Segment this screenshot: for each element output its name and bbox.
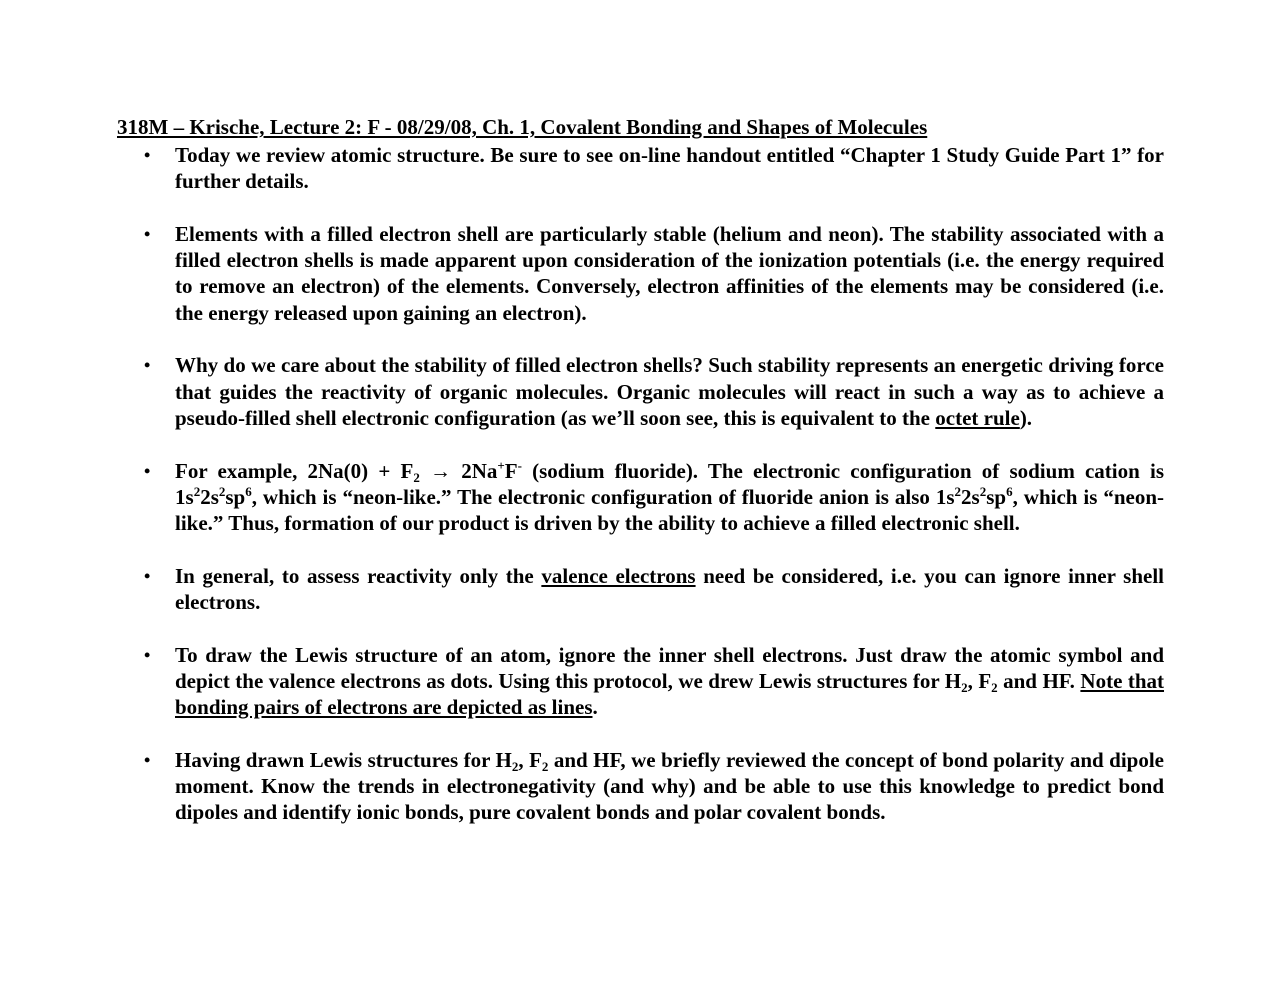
bullet-text-end: ). — [1019, 405, 1033, 430]
bullet-item-bond-polarity — [117, 747, 1164, 826]
octet-rule-term: octet rule — [935, 405, 1020, 430]
superscript: 6 — [1006, 483, 1013, 499]
bullet-text: , F — [518, 747, 542, 772]
bullet-text-end: and HF, we briefly reviewed the concept of bond polarity and dipole moment. Know the trends in electronegativity (and why) and be able to use this knowledge to predict bond dipoles and identify ionic bonds, pure covalent bonds and polar covalent bonds. — [175, 747, 1165, 825]
configuration-term: 2s — [961, 484, 980, 509]
superscript: 2 — [218, 483, 226, 499]
superscript: 6 — [245, 483, 252, 499]
page-title: 318M – Krische, Lecture 2: F - 08/29/08, Ch. 1, Covalent Bonding and Shapes of Molecules — [117, 115, 928, 139]
bullet-icon: • — [144, 355, 151, 376]
superscript: 2 — [954, 483, 962, 499]
bullet-text: Why do we care about the stability of filled electron shells? Such stability represents an energetic driving force that guides the reactivity of organic molecules. Organic molecules will react in such a way as to achieve a pseudo-filled shell electronic configuration (as we’ll soon see, this is equivalent to the — [175, 353, 1164, 430]
bullet-text: Today we review atomic structure. Be sure to see on-line handout entitled “Chapter 1 Study Guide Part 1” for further details. — [175, 143, 1164, 194]
bullet-icon: • — [144, 223, 151, 244]
subscript: 2 — [961, 679, 968, 695]
bullet-item-stability-why — [117, 352, 1164, 431]
bullet-icon: • — [144, 145, 151, 165]
bullet-text: , which is “neon-like.” The electronic configuration of fluoride anion is also — [251, 484, 936, 509]
subscript: 2 — [511, 758, 519, 774]
bullet-text: and HF. — [997, 668, 1081, 693]
bullet-item-sodium-fluoride — [117, 458, 1164, 537]
bullet-item-filled-shells — [117, 221, 1164, 326]
configuration-term: 2s — [200, 484, 219, 509]
bullet-text: (sodium fluoride). The electronic configuration of sodium cation is — [521, 458, 1164, 483]
bullet-icon: • — [144, 749, 151, 770]
product-fluoride: F — [504, 458, 518, 483]
superscript: - — [517, 457, 522, 473]
subscript: 2 — [991, 679, 998, 695]
reaction-arrow: → — [419, 458, 462, 483]
configuration-term: 1s — [935, 484, 955, 509]
bullet-icon: • — [144, 460, 151, 481]
bullet-item-valence-electrons — [117, 563, 1164, 616]
bullet-item-study-guide — [117, 142, 1164, 195]
configuration-term: sp — [225, 484, 246, 509]
configuration-term: 1s — [175, 484, 194, 509]
bullet-list — [117, 142, 1164, 852]
subscript: 2 — [541, 758, 549, 774]
bullet-icon: • — [144, 565, 151, 586]
bullet-text: To draw the Lewis structure of an atom, ignore the inner shell electrons. Just draw the atomic symbol and depict the valence electrons as dots. Using this protocol, we drew Lewis structures for H — [175, 642, 1164, 693]
superscript: 2 — [193, 483, 201, 499]
bullet-text-end: need be considered, i.e. you can ignore inner shell electrons. — [175, 563, 1165, 615]
configuration-term: sp — [986, 484, 1007, 509]
bullet-icon: • — [144, 644, 151, 665]
subscript: 2 — [413, 469, 420, 485]
superscript: + — [497, 457, 505, 473]
superscript: 2 — [979, 483, 987, 499]
product-sodium: 2Na — [461, 458, 498, 483]
bullet-item-lewis-structures — [117, 642, 1164, 721]
bullet-text-end: , which is “neon-like.” Thus, formation of our product is driven by the ability to achieve a filled electronic shell. — [175, 484, 1165, 536]
valence-electrons-term: valence electrons — [541, 563, 696, 588]
bullet-text: In general, to assess reactivity only the — [175, 563, 542, 588]
bullet-text-end: . — [592, 695, 598, 720]
bullet-text: Having drawn Lewis structures for H — [175, 747, 512, 772]
bonding-pairs-note: Note that bonding pairs of electrons are depicted as lines — [175, 668, 1165, 720]
reaction-reactants: For example, 2Na(0) + F — [175, 458, 414, 483]
bullet-text: , F — [967, 668, 992, 693]
bullet-text: Elements with a filled electron shell are particularly stable (helium and neon). The stability associated with a filled electron shells is made apparent upon consideration of the ionization potentials (i.e. the energy required to remove an electron) of the elements. Conversely, electron affinities of the elements may be considered (i.e. the energy released upon gaining an electron). — [175, 221, 1164, 325]
